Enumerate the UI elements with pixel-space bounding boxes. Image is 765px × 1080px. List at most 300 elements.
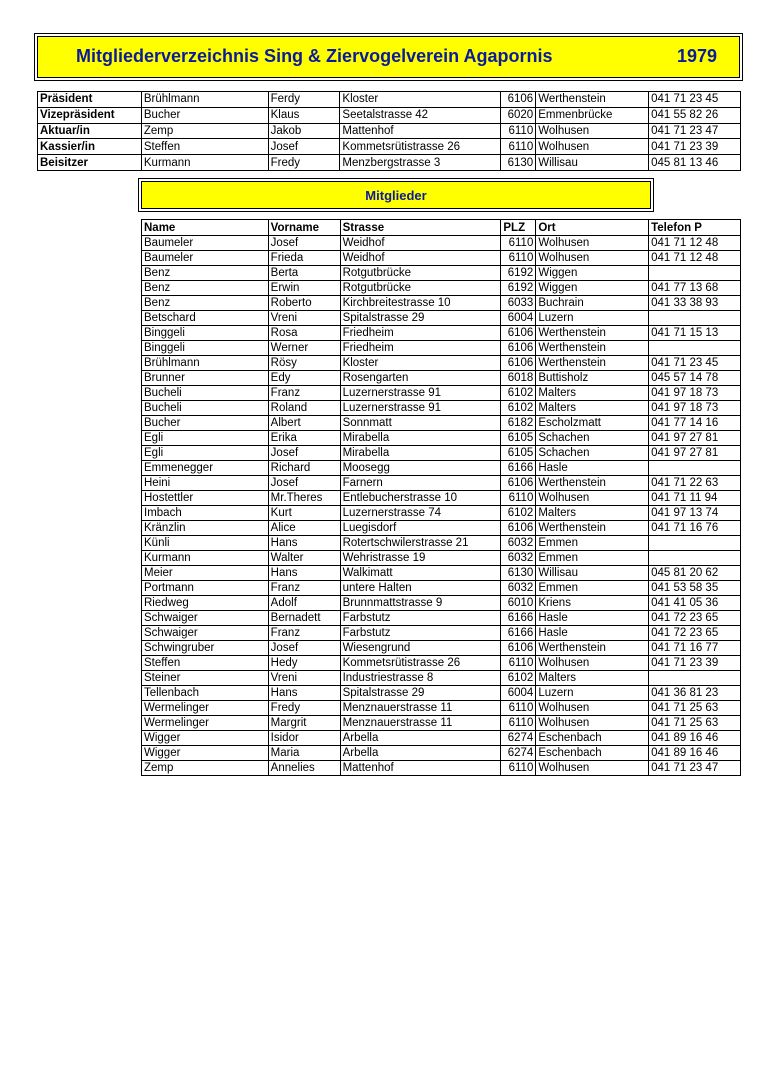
cell-ort: Emmen (536, 581, 649, 596)
table-row (142, 551, 741, 566)
cell-telefon: 041 97 13 74 (649, 506, 741, 521)
cell-plz: 6274 (501, 731, 536, 746)
cell-strasse: Luzernerstrasse 91 (340, 401, 501, 416)
cell-name: Steffen (142, 656, 269, 671)
cell-strasse: Friedheim (340, 341, 501, 356)
cell-strasse: Brunnmattstrasse 9 (340, 596, 501, 611)
cell-strasse: untere Halten (340, 581, 501, 596)
cell-telefon: 041 53 58 35 (649, 581, 741, 596)
table-row (142, 596, 741, 611)
members-body (142, 236, 741, 776)
cell-vorname: Jakob (268, 123, 340, 139)
table-row (142, 641, 741, 656)
cell-ort: Malters (536, 671, 649, 686)
cell-vorname: Franz (268, 386, 340, 401)
cell-telefon: 041 89 16 46 (649, 731, 741, 746)
members-section-title: Mitglieder (365, 188, 427, 203)
cell-telefon: 041 71 23 45 (649, 356, 741, 371)
cell-strasse: Kloster (340, 92, 501, 108)
cell-plz: 6110 (501, 236, 536, 251)
cell-vorname: Hans (268, 536, 340, 551)
cell-vorname: Josef (268, 476, 340, 491)
cell-name: Wermelinger (142, 701, 269, 716)
cell-vorname: Josef (268, 139, 340, 155)
cell-plz: 6102 (501, 506, 536, 521)
cell-telefon: 041 71 16 77 (649, 641, 741, 656)
cell-vorname: Berta (268, 266, 340, 281)
cell-vorname: Hedy (268, 656, 340, 671)
cell-plz: 6130 (501, 155, 536, 171)
cell-vorname: Fredy (268, 155, 340, 171)
cell-telefon: 041 71 15 13 (649, 326, 741, 341)
cell-strasse: Arbella (340, 731, 501, 746)
cell-telefon: 041 77 14 16 (649, 416, 741, 431)
cell-strasse: Rotertschwilerstrasse 21 (340, 536, 501, 551)
cell-strasse: Weidhof (340, 251, 501, 266)
cell-ort: Schachen (536, 446, 649, 461)
cell-vorname: Hans (268, 566, 340, 581)
table-row (142, 761, 741, 776)
table-row (142, 746, 741, 761)
cell-ort: Wolhusen (536, 701, 649, 716)
table-row (142, 326, 741, 341)
cell-vorname: Fredy (268, 701, 340, 716)
cell-ort: Wolhusen (536, 236, 649, 251)
cell-vorname: Maria (268, 746, 340, 761)
cell-telefon: 041 71 23 39 (649, 656, 741, 671)
cell-strasse: Weidhof (340, 236, 501, 251)
cell-name: Tellenbach (142, 686, 269, 701)
cell-vorname: Klaus (268, 107, 340, 123)
cell-name: Heini (142, 476, 269, 491)
board-row (38, 92, 741, 108)
cell-ort: Eschenbach (536, 746, 649, 761)
cell-name: Steiner (142, 671, 269, 686)
cell-ort: Hasle (536, 626, 649, 641)
cell-vorname: Margrit (268, 716, 340, 731)
cell-telefon: 041 97 27 81 (649, 431, 741, 446)
cell-role: Präsident (38, 92, 142, 108)
cell-telefon: 045 57 14 78 (649, 371, 741, 386)
cell-name: Meier (142, 566, 269, 581)
cell-role: Beisitzer (38, 155, 142, 171)
cell-vorname: Erika (268, 431, 340, 446)
cell-telefon (649, 341, 741, 356)
cell-vorname: Vreni (268, 311, 340, 326)
table-row (142, 431, 741, 446)
board-row (38, 139, 741, 155)
board-row (38, 107, 741, 123)
cell-strasse: Menznauerstrasse 11 (340, 701, 501, 716)
table-row (142, 386, 741, 401)
table-row (142, 281, 741, 296)
table-row (142, 401, 741, 416)
cell-ort: Eschenbach (536, 731, 649, 746)
cell-strasse: Friedheim (340, 326, 501, 341)
cell-vorname: Josef (268, 236, 340, 251)
cell-plz: 6032 (501, 581, 536, 596)
cell-telefon: 041 77 13 68 (649, 281, 741, 296)
table-row (142, 371, 741, 386)
cell-telefon: 041 71 11 94 (649, 491, 741, 506)
cell-ort: Wolhusen (536, 491, 649, 506)
cell-strasse: Mattenhof (340, 123, 501, 139)
cell-telefon: 041 36 81 23 (649, 686, 741, 701)
table-row (142, 671, 741, 686)
table-row (142, 656, 741, 671)
cell-ort: Wolhusen (536, 716, 649, 731)
cell-name: Portmann (142, 581, 269, 596)
cell-telefon: 041 97 27 81 (649, 446, 741, 461)
cell-strasse: Luegisdorf (340, 521, 501, 536)
cell-telefon: 041 71 25 63 (649, 701, 741, 716)
cell-vorname: Franz (268, 581, 340, 596)
cell-ort: Werthenstein (536, 326, 649, 341)
cell-ort: Wolhusen (536, 139, 649, 155)
cell-plz: 6032 (501, 551, 536, 566)
cell-plz: 6130 (501, 566, 536, 581)
cell-strasse: Spitalstrasse 29 (340, 311, 501, 326)
cell-name: Wigger (142, 731, 269, 746)
cell-ort: Wolhusen (536, 761, 649, 776)
cell-strasse: Moosegg (340, 461, 501, 476)
cell-name: Bucheli (142, 401, 269, 416)
cell-role: Aktuar/in (38, 123, 142, 139)
cell-name: Brühlmann (141, 92, 268, 108)
cell-telefon: 041 71 23 45 (649, 92, 741, 108)
cell-plz: 6110 (501, 701, 536, 716)
cell-name: Bucheli (142, 386, 269, 401)
cell-name: Schwingruber (142, 641, 269, 656)
cell-vorname: Josef (268, 641, 340, 656)
table-row (142, 416, 741, 431)
cell-role: Kassier/in (38, 139, 142, 155)
table-row (142, 731, 741, 746)
cell-strasse: Mattenhof (340, 761, 501, 776)
cell-ort: Hasle (536, 461, 649, 476)
cell-name: Imbach (142, 506, 269, 521)
cell-name: Kurmann (142, 551, 269, 566)
cell-ort: Wolhusen (536, 656, 649, 671)
cell-telefon: 045 81 20 62 (649, 566, 741, 581)
cell-telefon: 041 55 82 26 (649, 107, 741, 123)
cell-name: Schwaiger (142, 611, 269, 626)
cell-ort: Schachen (536, 431, 649, 446)
cell-strasse: Farnern (340, 476, 501, 491)
cell-ort: Werthenstein (536, 641, 649, 656)
cell-name: Baumeler (142, 251, 269, 266)
cell-vorname: Ferdy (268, 92, 340, 108)
cell-vorname: Annelies (268, 761, 340, 776)
cell-vorname: Erwin (268, 281, 340, 296)
cell-plz: 6110 (501, 123, 536, 139)
cell-ort: Willisau (536, 155, 649, 171)
members-section-banner (141, 181, 651, 209)
cell-name: Betschard (142, 311, 269, 326)
cell-strasse: Farbstutz (340, 611, 501, 626)
cell-plz: 6110 (501, 716, 536, 731)
cell-vorname: Mr.Theres (268, 491, 340, 506)
header-strasse: Strasse (340, 220, 501, 236)
cell-plz: 6192 (501, 266, 536, 281)
board-body (38, 92, 741, 171)
cell-plz: 6004 (501, 686, 536, 701)
cell-ort: Buchrain (536, 296, 649, 311)
cell-plz: 6032 (501, 536, 536, 551)
cell-ort: Werthenstein (536, 341, 649, 356)
cell-name: Baumeler (142, 236, 269, 251)
cell-vorname: Franz (268, 626, 340, 641)
cell-strasse: Sonnmatt (340, 416, 501, 431)
cell-name: Brunner (142, 371, 269, 386)
table-row (142, 356, 741, 371)
cell-name: Schwaiger (142, 626, 269, 641)
cell-telefon: 045 81 13 46 (649, 155, 741, 171)
header-vorname: Vorname (268, 220, 340, 236)
document-title: Mitgliederverzeichnis Sing & Ziervogelverein Agapornis (76, 46, 553, 66)
table-row (142, 491, 741, 506)
cell-strasse: Entlebucherstrasse 10 (340, 491, 501, 506)
header-telefon: Telefon P (649, 220, 741, 236)
cell-ort: Hasle (536, 611, 649, 626)
table-row (142, 536, 741, 551)
table-row (142, 446, 741, 461)
cell-strasse: Rotgutbrücke (340, 266, 501, 281)
table-row (142, 311, 741, 326)
cell-vorname: Josef (268, 446, 340, 461)
cell-plz: 6274 (501, 746, 536, 761)
cell-strasse: Luzernerstrasse 91 (340, 386, 501, 401)
cell-strasse: Wiesengrund (340, 641, 501, 656)
cell-plz: 6110 (501, 761, 536, 776)
cell-strasse: Mirabella (340, 431, 501, 446)
table-row (142, 251, 741, 266)
cell-strasse: Seetalstrasse 42 (340, 107, 501, 123)
cell-plz: 6106 (501, 476, 536, 491)
cell-telefon (649, 551, 741, 566)
cell-plz: 6106 (501, 326, 536, 341)
cell-plz: 6192 (501, 281, 536, 296)
cell-vorname: Bernadett (268, 611, 340, 626)
cell-plz: 6106 (501, 341, 536, 356)
cell-strasse: Rosengarten (340, 371, 501, 386)
cell-ort: Escholzmatt (536, 416, 649, 431)
table-row (142, 686, 741, 701)
cell-plz: 6182 (501, 416, 536, 431)
cell-ort: Wolhusen (536, 123, 649, 139)
cell-telefon: 041 71 25 63 (649, 716, 741, 731)
cell-telefon: 041 71 12 48 (649, 236, 741, 251)
cell-ort: Werthenstein (536, 476, 649, 491)
cell-strasse: Menznauerstrasse 11 (340, 716, 501, 731)
cell-name: Bucher (141, 107, 268, 123)
cell-plz: 6102 (501, 401, 536, 416)
cell-ort: Emmenbrücke (536, 107, 649, 123)
cell-name: Zemp (142, 761, 269, 776)
cell-ort: Malters (536, 386, 649, 401)
cell-name: Egli (142, 431, 269, 446)
cell-plz: 6110 (501, 251, 536, 266)
cell-vorname: Rosa (268, 326, 340, 341)
cell-strasse: Wehristrasse 19 (340, 551, 501, 566)
cell-name: Egli (142, 446, 269, 461)
cell-name: Binggeli (142, 326, 269, 341)
header-ort: Ort (536, 220, 649, 236)
cell-plz: 6166 (501, 626, 536, 641)
cell-plz: 6033 (501, 296, 536, 311)
cell-name: Kurmann (141, 155, 268, 171)
cell-telefon (649, 311, 741, 326)
cell-ort: Luzern (536, 311, 649, 326)
cell-ort: Willisau (536, 566, 649, 581)
cell-name: Binggeli (142, 341, 269, 356)
cell-plz: 6106 (501, 356, 536, 371)
cell-strasse: Industriestrasse 8 (340, 671, 501, 686)
header-plz: PLZ (501, 220, 536, 236)
cell-plz: 6110 (501, 139, 536, 155)
cell-name: Emmenegger (142, 461, 269, 476)
cell-ort: Wolhusen (536, 251, 649, 266)
cell-name: Hostettler (142, 491, 269, 506)
cell-plz: 6010 (501, 596, 536, 611)
cell-vorname: Richard (268, 461, 340, 476)
cell-ort: Emmen (536, 551, 649, 566)
cell-name: Künli (142, 536, 269, 551)
table-row (142, 626, 741, 641)
cell-plz: 6106 (501, 641, 536, 656)
cell-name: Wermelinger (142, 716, 269, 731)
table-row (142, 341, 741, 356)
cell-telefon: 041 71 23 47 (649, 761, 741, 776)
cell-name: Benz (142, 281, 269, 296)
cell-strasse: Mirabella (340, 446, 501, 461)
cell-strasse: Farbstutz (340, 626, 501, 641)
cell-ort: Wiggen (536, 266, 649, 281)
cell-name: Zemp (141, 123, 268, 139)
document-year: 1979 (676, 46, 717, 66)
cell-ort: Werthenstein (536, 92, 649, 108)
cell-strasse: Rotgutbrücke (340, 281, 501, 296)
table-row (142, 581, 741, 596)
cell-plz: 6018 (501, 371, 536, 386)
cell-plz: 6166 (501, 461, 536, 476)
cell-strasse: Kirchbreitestrasse 10 (340, 296, 501, 311)
cell-name: Kränzlin (142, 521, 269, 536)
cell-vorname: Walter (268, 551, 340, 566)
cell-telefon: 041 33 38 93 (649, 296, 741, 311)
cell-telefon: 041 41 05 36 (649, 596, 741, 611)
cell-plz: 6105 (501, 446, 536, 461)
cell-telefon: 041 71 16 76 (649, 521, 741, 536)
cell-telefon (649, 671, 741, 686)
cell-vorname: Frieda (268, 251, 340, 266)
cell-plz: 6110 (501, 491, 536, 506)
cell-telefon: 041 71 23 39 (649, 139, 741, 155)
cell-vorname: Hans (268, 686, 340, 701)
cell-plz: 6106 (501, 92, 536, 108)
cell-ort: Werthenstein (536, 521, 649, 536)
cell-telefon: 041 97 18 73 (649, 386, 741, 401)
cell-vorname: Alice (268, 521, 340, 536)
cell-vorname: Werner (268, 341, 340, 356)
cell-telefon: 041 72 23 65 (649, 626, 741, 641)
board-row (38, 123, 741, 139)
cell-ort: Werthenstein (536, 356, 649, 371)
cell-vorname: Adolf (268, 596, 340, 611)
cell-plz: 6105 (501, 431, 536, 446)
table-row (142, 266, 741, 281)
cell-plz: 6102 (501, 386, 536, 401)
header-name: Name (142, 220, 269, 236)
cell-strasse: Kommetsrütistrasse 26 (340, 139, 501, 155)
table-row (142, 461, 741, 476)
cell-telefon (649, 461, 741, 476)
table-row (142, 701, 741, 716)
cell-name: Benz (142, 266, 269, 281)
members-table (141, 219, 741, 776)
cell-telefon: 041 89 16 46 (649, 746, 741, 761)
cell-vorname: Edy (268, 371, 340, 386)
cell-vorname: Isidor (268, 731, 340, 746)
cell-plz: 6020 (501, 107, 536, 123)
cell-telefon (649, 266, 741, 281)
table-row (142, 716, 741, 731)
cell-plz: 6106 (501, 521, 536, 536)
cell-strasse: Menzbergstrasse 3 (340, 155, 501, 171)
cell-strasse: Kloster (340, 356, 501, 371)
cell-ort: Malters (536, 401, 649, 416)
cell-plz: 6102 (501, 671, 536, 686)
cell-name: Bucher (142, 416, 269, 431)
cell-strasse: Spitalstrasse 29 (340, 686, 501, 701)
cell-vorname: Rösy (268, 356, 340, 371)
cell-ort: Buttisholz (536, 371, 649, 386)
table-row (142, 521, 741, 536)
cell-telefon (649, 536, 741, 551)
table-row (142, 476, 741, 491)
cell-ort: Wiggen (536, 281, 649, 296)
board-table (37, 91, 741, 171)
cell-strasse: Walkimatt (340, 566, 501, 581)
cell-name: Wigger (142, 746, 269, 761)
cell-plz: 6004 (501, 311, 536, 326)
cell-plz: 6110 (501, 656, 536, 671)
cell-telefon: 041 71 22 63 (649, 476, 741, 491)
cell-ort: Kriens (536, 596, 649, 611)
cell-strasse: Luzernerstrasse 74 (340, 506, 501, 521)
table-row (142, 236, 741, 251)
cell-strasse: Arbella (340, 746, 501, 761)
cell-vorname: Kurt (268, 506, 340, 521)
table-row (142, 566, 741, 581)
cell-telefon: 041 97 18 73 (649, 401, 741, 416)
cell-vorname: Albert (268, 416, 340, 431)
cell-telefon: 041 71 12 48 (649, 251, 741, 266)
table-row (142, 611, 741, 626)
cell-plz: 6166 (501, 611, 536, 626)
cell-name: Benz (142, 296, 269, 311)
cell-telefon: 041 72 23 65 (649, 611, 741, 626)
cell-vorname: Roland (268, 401, 340, 416)
board-row (38, 155, 741, 171)
cell-vorname: Vreni (268, 671, 340, 686)
cell-ort: Malters (536, 506, 649, 521)
title-banner (37, 36, 740, 78)
cell-name: Riedweg (142, 596, 269, 611)
cell-ort: Luzern (536, 686, 649, 701)
table-row (142, 296, 741, 311)
cell-vorname: Roberto (268, 296, 340, 311)
